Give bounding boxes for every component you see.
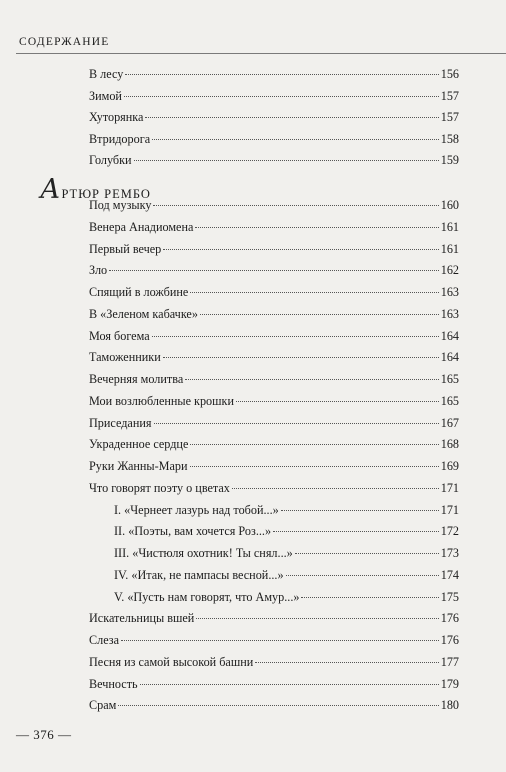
toc-entry	[89, 242, 459, 260]
entry-page: 165	[440, 372, 459, 386]
running-header: СОДЕРЖАНИЕ	[19, 36, 110, 48]
toc-entry	[89, 285, 459, 303]
toc-subentry	[114, 590, 459, 608]
entry-page: 175	[440, 589, 459, 604]
entry-page: 171	[440, 480, 459, 495]
toc-entry	[89, 307, 459, 325]
entry-title: I. «Чернеет лазурь над тобой...»	[114, 502, 279, 517]
dot-leader	[255, 662, 438, 663]
entry-title: Хуторянка	[89, 110, 144, 125]
toc-entry	[89, 394, 459, 412]
toc-entry	[89, 372, 459, 390]
dot-leader	[154, 423, 439, 424]
dot-leader	[232, 488, 439, 489]
entry-page: 165	[440, 393, 459, 408]
page-number: — 376 —	[16, 727, 72, 742]
entry-page: 180	[440, 698, 459, 713]
entry-page: 161	[440, 241, 459, 256]
entry-title: II. «Поэты, вам хочется Роз...»	[114, 524, 272, 539]
dot-leader	[145, 117, 438, 118]
entry-title: Искательницы вшей	[89, 611, 195, 626]
dot-leader	[190, 292, 438, 293]
toc-entry	[89, 153, 459, 171]
dot-leader	[286, 575, 439, 576]
toc-entry	[89, 633, 459, 651]
entry-title: Приседания	[89, 415, 152, 430]
section-title: РТЮР РЕМБО	[61, 187, 151, 201]
entry-page: 164	[440, 350, 459, 365]
dot-leader	[195, 227, 438, 228]
dot-leader	[185, 379, 438, 380]
toc-entry	[89, 329, 459, 347]
dot-leader	[140, 684, 439, 685]
dot-leader	[163, 357, 439, 358]
toc-subentry	[114, 568, 459, 586]
dot-leader	[190, 466, 439, 467]
dot-leader	[200, 314, 439, 315]
entry-title: В лесу	[89, 67, 124, 81]
entry-title: Зло	[89, 263, 108, 278]
entry-page: 172	[440, 524, 459, 539]
entry-page: 157	[440, 88, 459, 103]
entry-page: 162	[440, 263, 459, 278]
entry-title: Вечность	[89, 676, 138, 691]
entry-page: 163	[440, 285, 459, 299]
dot-leader	[196, 618, 438, 619]
toc-entry	[89, 110, 459, 128]
dot-leader	[236, 401, 439, 402]
entry-page: 159	[440, 153, 459, 168]
toc-entry	[89, 350, 459, 368]
entry-page: 163	[440, 306, 459, 321]
entry-page: 167	[440, 415, 459, 430]
dot-leader	[153, 205, 438, 206]
entry-title: Песня из самой высокой башни	[89, 654, 254, 669]
entry-title: III. «Чистюля охотник! Ты снял...»	[114, 546, 293, 560]
toc-subentry	[114, 546, 459, 564]
entry-title: IV. «Итак, не пампасы весной...»	[114, 567, 284, 582]
entry-title: Венера Анадиомена	[89, 219, 194, 234]
dot-leader	[134, 160, 439, 161]
entry-title: Спящий в ложбине	[89, 285, 189, 299]
entry-title: Таможенники	[89, 350, 161, 365]
entry-page: 171	[440, 502, 459, 517]
entry-title: Зимой	[89, 88, 122, 103]
dot-leader	[152, 139, 439, 140]
entry-title: Вечерняя молитва	[89, 372, 184, 386]
entry-page: 179	[440, 676, 459, 691]
entry-page: 156	[440, 67, 459, 81]
entry-page: 161	[440, 219, 459, 234]
entry-page: 168	[440, 437, 459, 452]
dot-leader	[163, 249, 438, 250]
entry-page: 169	[440, 459, 459, 473]
entry-page: 173	[440, 546, 459, 560]
toc-entry	[89, 263, 459, 281]
entry-page: 158	[440, 131, 459, 146]
entry-page: 160	[440, 198, 459, 212]
toc-entry	[89, 132, 459, 150]
entry-title: Мои возлюбленные крошки	[89, 393, 234, 408]
entry-title: Голубки	[89, 153, 132, 168]
toc-entry	[89, 655, 459, 673]
dot-leader	[281, 510, 439, 511]
entry-title: В «Зеленом кабачке»	[89, 306, 198, 321]
dot-leader	[124, 96, 439, 97]
toc-entry	[89, 459, 459, 477]
entry-title: Втридорога	[89, 131, 151, 146]
dot-leader	[295, 553, 439, 554]
entry-page: 164	[440, 328, 459, 343]
entry-title: Под музыку	[89, 198, 152, 212]
toc-entry	[89, 698, 459, 716]
entry-page: 174	[440, 567, 459, 582]
toc-entry	[89, 611, 459, 629]
entry-title: Первый вечер	[89, 241, 162, 256]
toc-entry	[89, 677, 459, 695]
dot-leader	[109, 270, 439, 271]
entry-page: 177	[440, 654, 459, 669]
section-heading	[40, 176, 151, 204]
dot-leader	[152, 336, 439, 337]
entry-title: Слеза	[89, 633, 119, 647]
dot-leader	[301, 597, 438, 598]
entry-page: 176	[440, 611, 459, 626]
entry-page: 176	[440, 633, 459, 647]
entry-title: Срам	[89, 698, 117, 713]
entry-title: Украденное сердце	[89, 437, 189, 452]
entry-title: V. «Пусть нам говорят, что Амур...»	[114, 589, 300, 604]
dot-leader	[121, 640, 439, 641]
dot-leader	[118, 705, 438, 706]
entry-title: Моя богема	[89, 328, 150, 343]
toc-entry	[89, 89, 459, 107]
toc-subentry	[114, 503, 459, 521]
toc-entry	[89, 220, 459, 238]
dot-leader	[273, 531, 439, 532]
dot-leader	[125, 74, 438, 75]
toc-subentry	[114, 524, 459, 542]
toc-entry	[89, 416, 459, 434]
toc-entry	[89, 67, 459, 85]
dot-leader	[190, 444, 438, 445]
entry-title: Что говорят поэту о цветах	[89, 480, 230, 495]
toc-entry	[89, 481, 459, 499]
entry-title: Руки Жанны-Мари	[89, 459, 188, 473]
toc-entry	[89, 437, 459, 455]
entry-page: 157	[440, 110, 459, 125]
section-initial: А	[40, 174, 61, 205]
